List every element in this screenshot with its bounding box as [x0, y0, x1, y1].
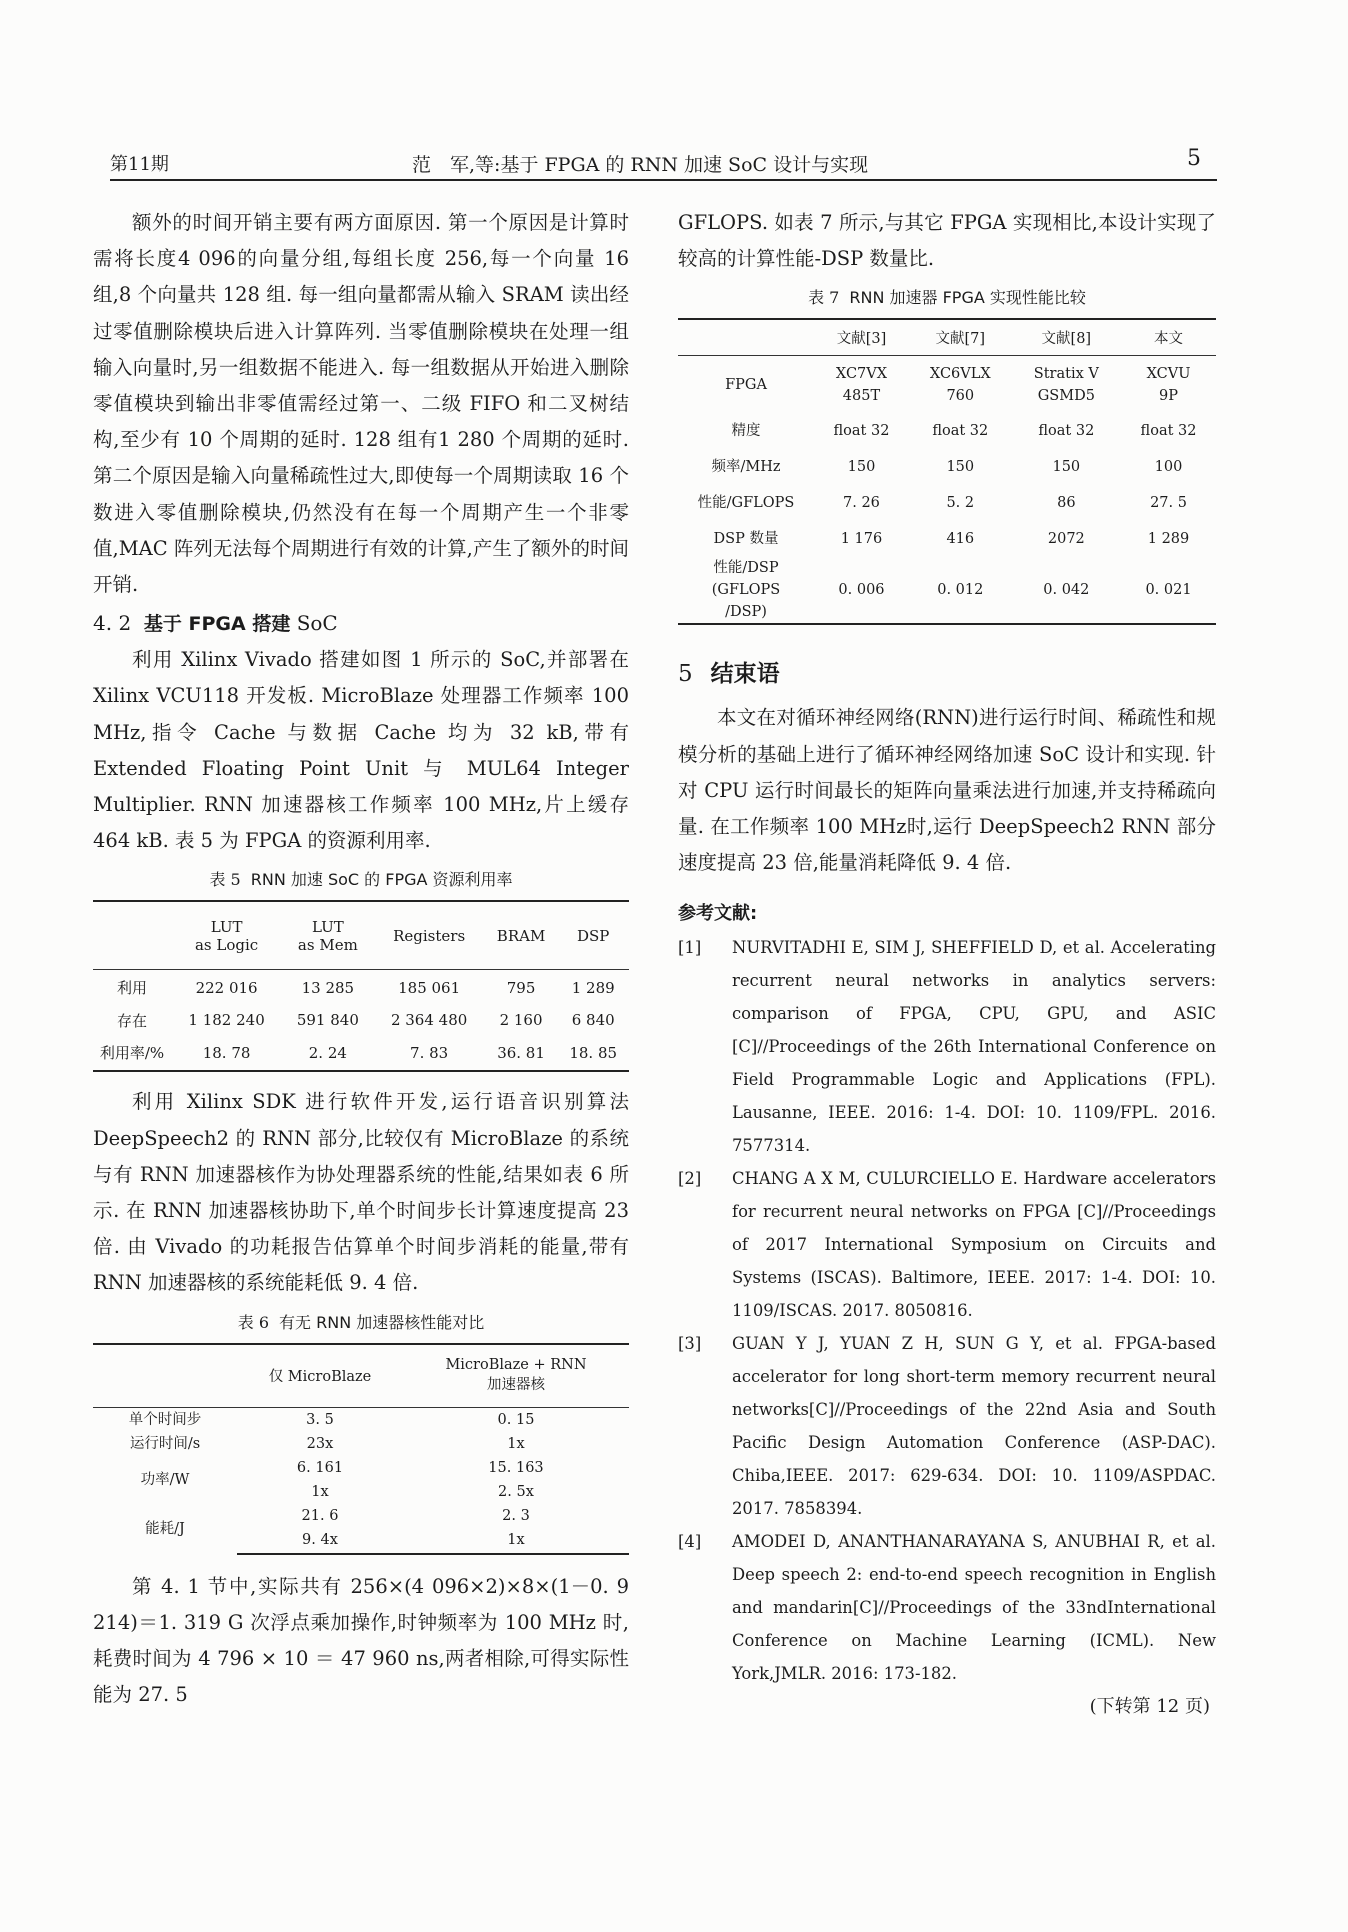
row-label: 能耗/J: [145, 1520, 185, 1537]
row-label: 频率/MHz: [711, 459, 781, 476]
cell: 23x: [306, 1435, 334, 1452]
t7-h-ref8: 文献[8]: [1012, 319, 1121, 355]
row-label: 运行时间/s: [129, 1435, 201, 1452]
cell: 18. 85: [557, 1035, 629, 1071]
cell: 2 160: [499, 1011, 543, 1030]
cell: 6. 161: [296, 1459, 344, 1476]
cell: 222 016: [195, 978, 258, 997]
cell: GSMD5: [1037, 387, 1095, 404]
cell: 15. 163: [488, 1459, 544, 1476]
paragraph-overhead: 额外的时间开销主要有两方面原因. 第一个原因是计算时需将长度4 096的向量分组,每组长度 256,每一个向量 16 组,8 个向量共 128 组. 每一组向量都需从输入 SRAM 读出经过零值删除模块后进入计算阵列. 当零值删除模块在处理一组输入向量时,另一组数据不能进入. 每一组数据从开始进入删除零值模块到输出非零值需经过第一、二级 FIFO 和二叉树结构,至少有 10 个周期的延时. 128 组有1 280 个周期的延时. 第二个原因是输入向量稀疏性过大,即使每一个周期读取 16 个数进入零值删除模块,仍然没有在每一个周期产生一个非零值,MAC 阵列无法每个周期进行有效的计算,产生了额外的时间开销.: [93, 211, 629, 597]
cell: float 32: [932, 423, 989, 440]
reference-number: [1]: [678, 938, 702, 958]
header-rule: [110, 179, 1217, 181]
t5-h-lut-mem-b: as Mem: [297, 935, 358, 954]
cell: 9P: [1159, 387, 1178, 404]
cell: 150: [946, 459, 975, 476]
running-title: 范 军,等:基于 FPGA 的 RNN 加速 SoC 设计与实现: [412, 154, 869, 176]
t5-h-dsp: DSP: [557, 901, 629, 969]
cell: 0. 006: [814, 557, 909, 624]
paragraph-gflops: GFLOPS. 如表 7 所示,与其它 FPGA 实现相比,本设计实现了较高的计算性能-DSP 数量比.: [678, 211, 1216, 271]
cell: 591 840: [296, 1011, 359, 1030]
t5-h-bram: BRAM: [485, 901, 558, 969]
section-title: 基于 FPGA 搭建: [143, 613, 291, 636]
cell: 760: [946, 387, 975, 404]
t5-h-lut-mem-a: LUT: [311, 917, 344, 936]
t6-h-microblaze: 仅 MicroBlaze: [237, 1344, 403, 1408]
cell: 185 061: [398, 978, 461, 997]
cell: 86: [1057, 495, 1076, 512]
table-row: [678, 485, 1216, 521]
row-label: DSP 数量: [713, 531, 779, 548]
cell: float 32: [1140, 423, 1197, 440]
reference-number: [2]: [678, 1169, 702, 1189]
cell: XCVU: [1146, 365, 1191, 382]
cell: 2 364 480: [390, 1011, 468, 1030]
t6-h-accel-a: MicroBlaze + RNN: [445, 1357, 587, 1374]
cell: XC6VLX: [929, 365, 991, 382]
t7-h-ref7: 文献[7]: [909, 319, 1012, 355]
cell: 2. 24: [282, 1035, 373, 1071]
table-row: [678, 449, 1216, 485]
section-number: 5: [678, 661, 693, 688]
cell: 1 182 240: [188, 1011, 265, 1030]
table5-title: RNN 加速 SoC 的 FPGA 资源利用率: [250, 870, 513, 890]
cell: 0. 021: [1121, 557, 1216, 624]
section-4-2-heading: [93, 605, 629, 642]
section-title: 结束语: [710, 661, 780, 688]
table-row: [678, 355, 1216, 413]
cell: 150: [847, 459, 876, 476]
cell: 3. 5: [306, 1411, 334, 1428]
cell: 150: [1052, 459, 1081, 476]
reference-text: CHANG A X M, CULURCIELLO E. Hardware accelerators for recurrent neural networks on FPGA [C]//Proceedings of 2017 International Symposium on Circuits and Systems (ISCAS). Baltimore, IEEE. 2017: 1-4. DOI: 10. 1109/ISCAS. 2017. 8050816.: [732, 1169, 1216, 1321]
cell: 1 176: [840, 531, 883, 548]
cell: 36. 81: [485, 1035, 558, 1071]
table7-title: RNN 加速器 FPGA 实现性能比较: [849, 288, 1086, 308]
cell: 5. 2: [946, 495, 975, 512]
paragraph-conclusion: 本文在对循环神经网络(RNN)进行运行时间、稀疏性和规模分析的基础上进行了循环神经网络加速 SoC 设计和实现. 针对 CPU 运行时间最长的矩阵向量乘法进行加速,并支持稀疏向量. 在工作频率 100 MHz时,运行 DeepSpeech2 RNN 部分速度提高 23 倍,能量消耗降低 9. 4 倍.: [678, 706, 1216, 875]
reference-number: [4]: [678, 1532, 702, 1552]
table6: [93, 1343, 629, 1555]
table7: [678, 318, 1216, 625]
table-row: [93, 1005, 629, 1035]
table7-number: 表 7: [808, 288, 840, 308]
row-label: 功率/W: [140, 1471, 190, 1488]
cell: 485T: [842, 387, 881, 404]
cell: 1 289: [571, 978, 615, 997]
page-number: 5: [1187, 146, 1201, 171]
cell: 21. 6: [301, 1507, 339, 1524]
paragraph-performance: 第 4. 1 节中,实际共有 256×(4 096×2)×8×(1－0. 9 214)＝1. 319 G 次浮点乘加操作,时钟频率为 100 MHz 时,耗费时间为 4 796 × 10 ＝ 47 960 ns,两者相除,可得实际性能为 27. 5: [93, 1574, 629, 1707]
journal-issue: 第11期: [110, 154, 169, 175]
cell: 13 285: [301, 978, 355, 997]
cell: 27. 5: [1150, 495, 1187, 512]
cell: 2. 3: [502, 1507, 530, 1524]
row-label: 存在: [116, 1011, 147, 1030]
reference-3: [678, 1327, 1216, 1525]
table-row: [678, 557, 1216, 624]
row-label: 利用率/%: [93, 1035, 171, 1071]
table-row: [93, 1432, 629, 1456]
cell: 7. 83: [374, 1035, 485, 1071]
t6-h-accel-b: 加速器核: [486, 1377, 545, 1394]
cell: 0. 042: [1012, 557, 1121, 624]
section-title-tail: SoC: [296, 611, 338, 636]
cell: 18. 78: [171, 1035, 282, 1071]
right-column: [678, 205, 1216, 1718]
cell: 1 289: [1147, 531, 1190, 548]
row-label: /DSP): [725, 604, 767, 621]
t5-h-lut-logic-a: LUT: [210, 917, 243, 936]
cell: 1x: [311, 1483, 329, 1500]
row-label: 利用: [116, 979, 147, 998]
reference-1: [678, 931, 1216, 1162]
reference-text: AMODEI D, ANANTHANARAYANA S, ANUBHAI R, et al. Deep speech 2: end-to-end speech recognition in English and mandarin[C]//Proceedings of the 33ndInternational Conference on Machine Learning (ICML). New York,JMLR. 2016: 173-182.: [732, 1532, 1216, 1684]
continued-note: (下转第 12 页): [1089, 1696, 1210, 1718]
cell: 1x: [507, 1435, 525, 1452]
cell: 100: [1154, 459, 1183, 476]
row-label: 单个时间步: [128, 1411, 202, 1428]
cell: 9. 4x: [237, 1528, 403, 1554]
t5-h-registers: Registers: [374, 901, 485, 969]
table6-caption: [93, 1310, 629, 1333]
cell: 0. 012: [909, 557, 1012, 624]
table6-title: 有无 RNN 加速器核性能对比: [279, 1312, 485, 1332]
section-5-heading: [678, 655, 1216, 688]
row-label: 性能/DSP (GFLOPS: [711, 560, 781, 599]
reference-text: NURVITADHI E, SIM J, SHEFFIELD D, et al. Accelerating recurrent neural networks in analytics servers: comparison of FPGA, CPU, GPU, and ASIC [C]//Proceedings of the 26th International Conference on Field Programmable Logic and Applications (FPL). Lausanne, IEEE. 2016: 1-4. DOI: 10. 1109/FPL. 2016. 7577314.: [732, 938, 1216, 1156]
reference-number: [3]: [678, 1334, 702, 1354]
reference-2: [678, 1162, 1216, 1327]
cell: 795: [506, 978, 536, 997]
row-label: 性能/GFLOPS: [697, 495, 795, 512]
cell: 2. 5x: [498, 1483, 534, 1500]
t7-h-ref3: 文献[3]: [814, 319, 909, 355]
table5-number: 表 5: [209, 870, 241, 890]
cell: 1x: [403, 1528, 629, 1554]
cell: 7. 26: [843, 495, 880, 512]
t5-h-lut-logic-b: as Logic: [194, 935, 259, 954]
cell: float 32: [833, 423, 890, 440]
table-row: [678, 413, 1216, 449]
t7-h-this: 本文: [1121, 319, 1216, 355]
table-row: [93, 1408, 629, 1432]
table7-caption: [678, 285, 1216, 308]
reference-text: GUAN Y J, YUAN Z H, SUN G Y, et al. FPGA-based accelerator for long short-term memory recurrent neural networks[C]//Proceedings of the 22nd Asia and South Pacific Design Automation Conference (ASP-DAC). Chiba,IEEE. 2017: 629-634. DOI: 10. 1109/ASPDAC. 2017. 7858394.: [732, 1334, 1216, 1519]
table-row: [93, 1504, 629, 1528]
section-number: 4. 2: [93, 611, 132, 636]
paragraph-soc-setup: 利用 Xilinx Vivado 搭建如图 1 所示的 SoC,并部署在 Xilinx VCU118 开发板. MicroBlaze 处理器工作频率 100 MHz,指令 Cache 与数据 Cache 均为 32 kB,带有 Extended Floating Point Unit 与 MUL64 Integer Multiplier. RNN 加速器核工作频率 100 MHz,片上缓存 464 kB. 表 5 为 FPGA 的资源利用率.: [93, 648, 629, 853]
cell: 2072: [1047, 531, 1085, 548]
cell: float 32: [1038, 423, 1095, 440]
cell: XC7VX: [835, 365, 888, 382]
cell: 416: [946, 531, 975, 548]
row-label: 精度: [731, 423, 761, 440]
cell: 6 840: [571, 1011, 615, 1030]
left-column: [93, 205, 629, 1713]
paragraph-sdk: 利用 Xilinx SDK 进行软件开发,运行语音识别算法 DeepSpeech2 的 RNN 部分,比较仅有 MicroBlaze 的系统与有 RNN 加速器核作为协处理器系统的性能,结果如表 6 所示. 在 RNN 加速器核协助下,单个时间步长计算速度提高 23 倍. 由 Vivado 的功耗报告估算单个时间步消耗的能量,带有 RNN 加速器核的系统能耗低 9. 4 倍.: [93, 1090, 629, 1295]
cell: 0. 15: [497, 1411, 535, 1428]
table-row: [93, 1035, 629, 1071]
table-row: [93, 1456, 629, 1480]
table-row: [678, 521, 1216, 557]
table6-number: 表 6: [237, 1312, 270, 1332]
table-row: [93, 969, 629, 1005]
row-label: FPGA: [725, 376, 767, 393]
references-heading: 参考文献:: [678, 903, 758, 925]
cell: Stratix V: [1033, 365, 1099, 382]
table5: [93, 900, 629, 1072]
table5-caption: [93, 867, 629, 890]
reference-4: [678, 1525, 1216, 1690]
